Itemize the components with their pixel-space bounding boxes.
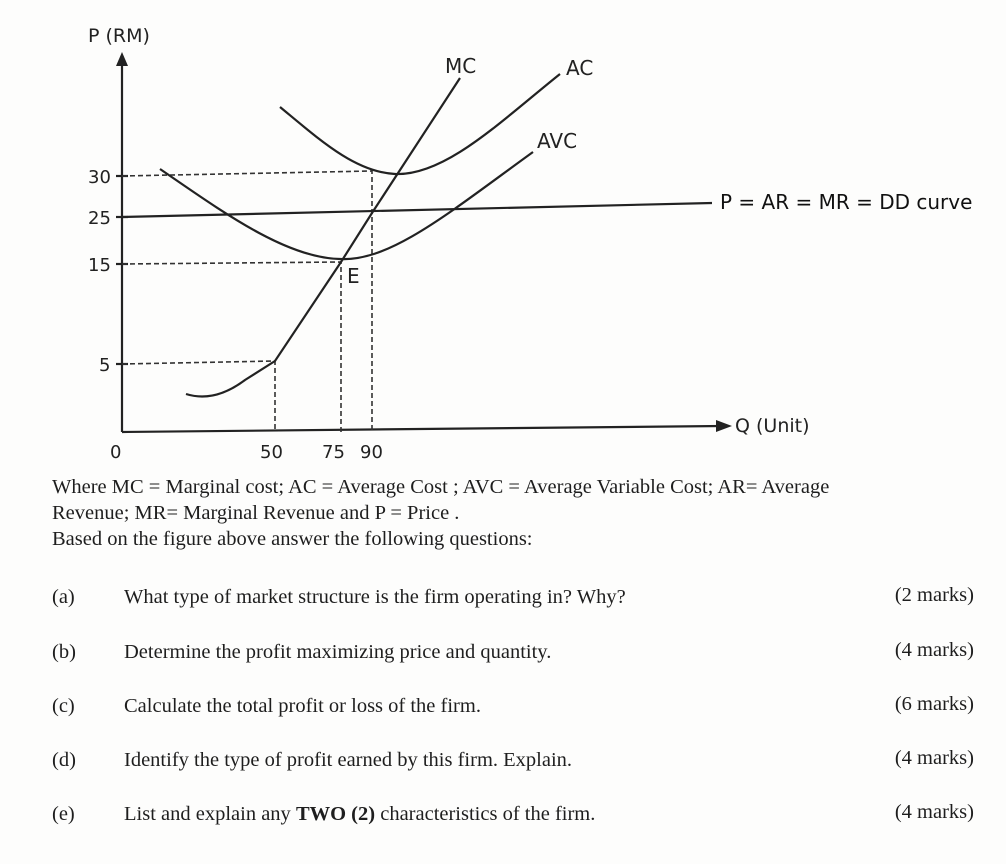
question-text: Determine the profit maximizing price and quantity. xyxy=(124,641,552,663)
definitions-block xyxy=(52,474,982,552)
instruction-line: Based on the figure above answer the following questions: xyxy=(52,528,533,550)
y-tick-label: 30 xyxy=(88,167,111,188)
ac-label: AC xyxy=(566,56,594,80)
question-marks: (6 marks) xyxy=(894,693,974,715)
dd-curve xyxy=(122,203,712,217)
origin-label: 0 xyxy=(110,442,122,463)
dd-label: P = AR = MR = DD curve xyxy=(720,190,973,214)
question-text-part: List and explain any xyxy=(124,803,296,825)
question-text xyxy=(124,803,595,826)
y-tick-label: 5 xyxy=(99,355,111,376)
definitions-line-2: Revenue; MR= Marginal Revenue and P = Price . xyxy=(52,502,460,524)
question-b xyxy=(52,641,974,671)
y-axis-label: P (RM) xyxy=(88,25,150,47)
question-marks: (4 marks) xyxy=(894,639,974,661)
x-tick-label: 75 xyxy=(322,442,345,463)
question-letter: (c) xyxy=(52,695,75,717)
avc-label: AVC xyxy=(537,129,578,153)
point-e-label: E xyxy=(347,264,360,288)
question-letter: (a) xyxy=(52,586,75,608)
y-tick-label: 15 xyxy=(88,255,111,276)
question-text: What type of market structure is the firm operating in? Why? xyxy=(124,586,626,608)
question-a xyxy=(52,586,974,616)
y-tick-label: 25 xyxy=(88,208,111,229)
question-text-emphasis: TWO (2) xyxy=(295,803,376,825)
question-letter: (b) xyxy=(52,641,76,663)
x-axis xyxy=(122,426,722,432)
x-axis-arrow xyxy=(716,420,732,432)
x-tick-label: 50 xyxy=(260,442,283,463)
question-letter: (e) xyxy=(52,803,75,825)
mc-label: MC xyxy=(445,54,477,78)
question-marks: (2 marks) xyxy=(894,584,974,606)
question-e xyxy=(52,803,974,833)
question-c xyxy=(52,695,974,725)
question-marks: (4 marks) xyxy=(894,801,974,823)
guide-15 xyxy=(122,262,341,432)
definitions-line-1: Where MC = Marginal cost; AC = Average Cost ; AVC = Average Variable Cost; AR= Average xyxy=(52,476,830,498)
question-letter: (d) xyxy=(52,749,76,771)
ac-curve xyxy=(280,74,560,174)
x-axis-label: Q (Unit) xyxy=(735,415,810,437)
question-marks: (4 marks) xyxy=(894,747,974,769)
question-text: Calculate the total profit or loss of the firm. xyxy=(124,695,481,717)
x-tick-label: 90 xyxy=(360,442,383,463)
question-d xyxy=(52,749,974,779)
mc-curve xyxy=(186,78,460,396)
avc-curve xyxy=(160,152,533,259)
question-text-part: characteristics of the firm. xyxy=(375,803,596,825)
question-text: Identify the type of profit earned by this firm. Explain. xyxy=(124,749,573,771)
y-axis-arrow xyxy=(116,52,128,66)
guide-30 xyxy=(122,171,372,431)
